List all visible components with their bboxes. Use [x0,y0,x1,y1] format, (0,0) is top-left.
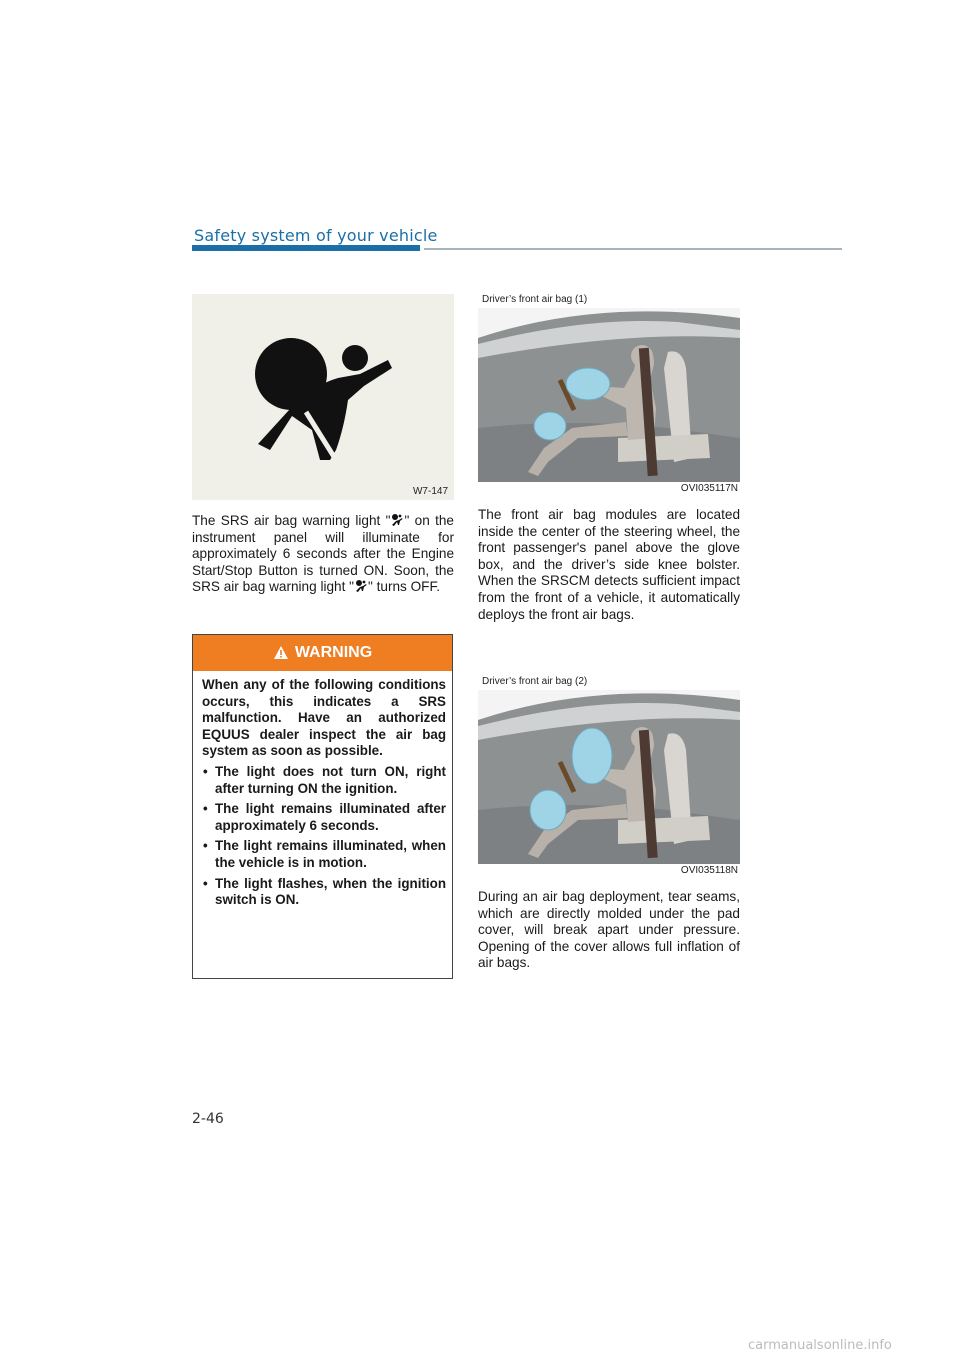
section-header [192,224,842,254]
paragraph-text: The SRS air bag warning light " [192,513,391,528]
warning-item: • The light flashes, when the ignition switch is ON. [202,876,446,909]
watermark: carmanualsonline.info [748,1338,892,1353]
warning-intro: When any of the following conditions occurs, this indicates a SRS malfunction. Have an authorized EQUUS dealer inspect the air bag system as soon as possible. [202,677,446,759]
drivers-front-airbag-figure-2 [478,676,740,876]
paragraph-text: " turns OFF. [368,579,441,595]
section-bar-accent [192,245,420,251]
airbag-warning-icon [354,579,368,593]
warning-item: • The light remains illuminated, when the vehicle is in motion. [202,838,446,871]
warning-item: • The light remains illuminated after approximately 6 seconds. [202,801,446,834]
figure-code: OVI035117N [680,483,738,494]
warning-triangle-icon [273,645,289,660]
car-interior-illustration [478,690,740,864]
car-interior-illustration [478,308,740,482]
warning-title: WARNING [294,644,373,661]
airbag-warning-paragraph [192,513,454,596]
drivers-front-airbag-figure-1 [478,294,740,494]
warning-header [193,635,452,671]
figure-code: OVI035118N [680,865,738,876]
front-airbag-modules-paragraph: The front air bag modules are located inside the center of the steering wheel, the front passenger's panel above the glove box, and the driver’s side knee bolster. When the SRSCM detects sufficient impact from the front of a vehicle, it automatically deploys the front air bags. [478,507,740,622]
warning-list [202,764,446,909]
paragraph-text: " on the instrument panel will illuminate for approximately 6 seconds after the Engine Start/Stop Button is turned ON. Soon, the SRS air bag warning light " [192,513,454,595]
figure-caption: Driver’s front air bag (2) [482,676,588,687]
section-title: Safety system of your vehicle [194,226,438,245]
warning-item: • The light does not turn ON, right after turning ON the ignition. [202,764,446,797]
airbag-deployment-paragraph: During an air bag deployment, tear seams, which are directly molded under the pad cover, will break apart under pressure. Opening of the cover allows full inflation of air bags. [478,889,740,971]
airbag-warning-light-figure [192,294,454,500]
figure-caption: Driver’s front air bag (1) [482,294,588,305]
airbag-warning-icon [192,294,454,500]
warning-body [202,677,446,913]
warning-box [192,634,453,979]
page-number: 2-46 [192,1111,224,1127]
section-bar-rule [424,248,842,250]
airbag-warning-icon [390,513,404,527]
figure-code: W7-147 [412,486,448,497]
